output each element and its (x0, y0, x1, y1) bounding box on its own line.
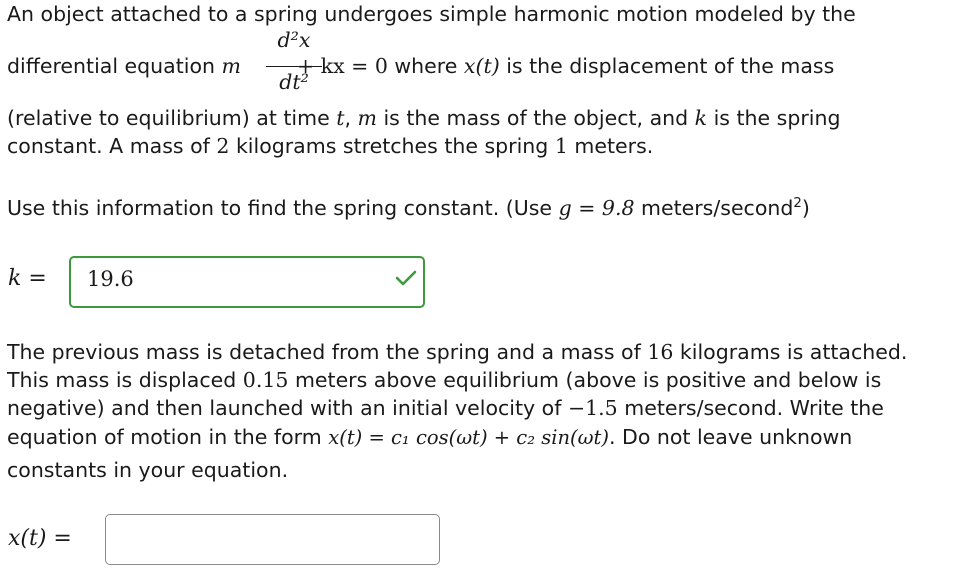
part2-line-3: negative) and then launched with an initial velocity of −1.5 meters/second. Write the (7, 396, 884, 420)
fraction-denominator: dt² (279, 70, 309, 94)
part2-line-4: equation of motion in the form x(t) = c₁ cos(ωt) + c₂ sin(ωt). Do not leave unknown (7, 425, 853, 449)
k-answer-field[interactable] (69, 256, 425, 308)
part1-instruction: Use this information to find the spring constant. (Use g = 9.8 meters/second$^2$) (7, 196, 810, 220)
xt-answer-field[interactable] (105, 514, 440, 565)
checkmark-icon (395, 269, 417, 287)
k-label: k = (8, 266, 47, 291)
derivative-fraction (266, 28, 322, 108)
fraction-bar (266, 66, 322, 67)
fraction-numerator: d²x (277, 28, 311, 52)
xt-label: x(t) = (8, 526, 72, 551)
k-answer-value: 19.6 (87, 267, 134, 291)
part2-line-1: The previous mass is detached from the spring and a mass of 16 kilograms is attached. (7, 340, 908, 364)
problem-line-4: constant. A mass of 2 kilograms stretches the spring 1 meters. (7, 134, 654, 158)
problem-line-1: An object attached to a spring undergoes simple harmonic motion modeled by the (7, 2, 856, 26)
part2-line-2: This mass is displaced 0.15 meters above equilibrium (above is positive and below is (7, 368, 882, 392)
problem-line-3: (relative to equilibrium) at time t, m is the mass of the object, and k is the spring (7, 106, 841, 130)
part2-line-5: constants in your equation. (7, 458, 289, 482)
problem-line-2: differential equation m + kx = 0 where x(t) is the displacement of the mass (7, 54, 835, 78)
